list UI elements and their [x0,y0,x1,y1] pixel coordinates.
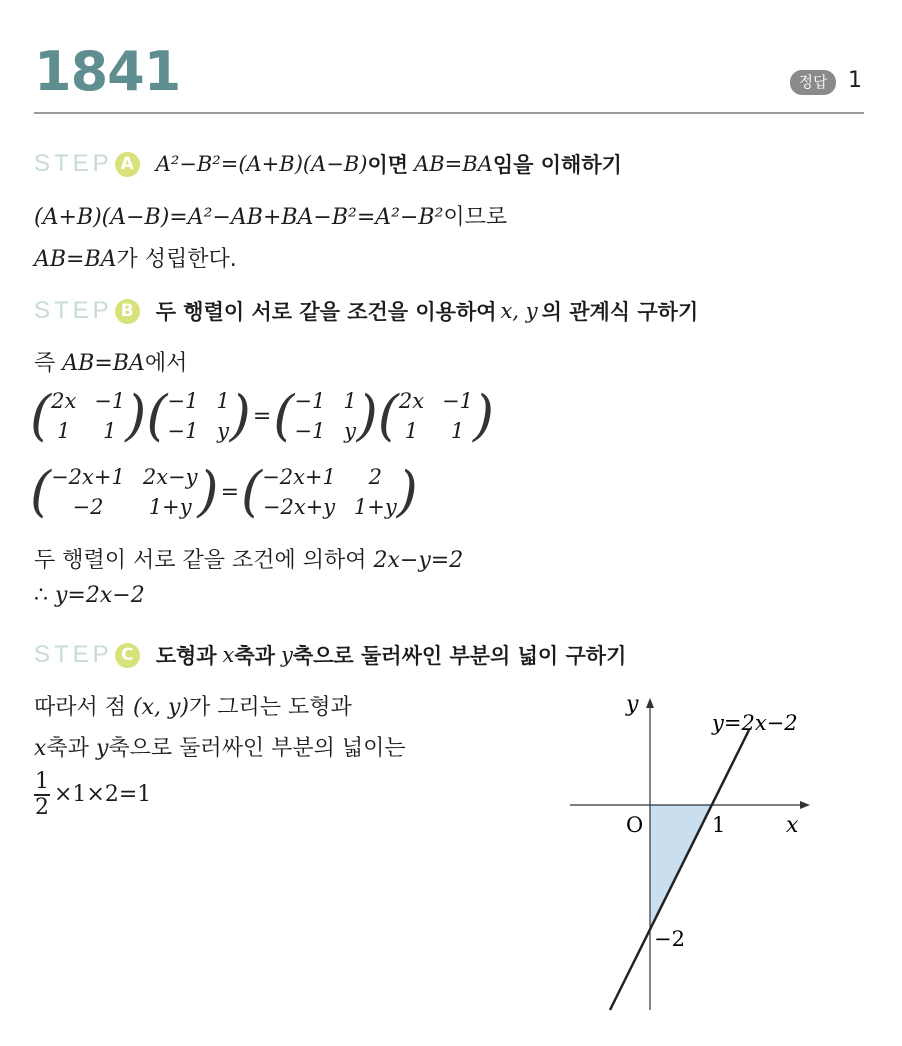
step-b-result-line [34,583,145,608]
graph [560,680,860,1020]
step-b-title-text-1: 두 행렬이 서로 같을 조건을 이용하여 [155,300,497,324]
matrix-entry: 1 [103,419,117,443]
matrix-equation-2: ( −2x+1 2x−y −2 1+y ) = ( −2x+1 2 −2x+y 1+y ) [30,460,418,523]
therefore-symbol: ∴ [34,583,48,608]
step-a-title-math-2: AB=BA [414,152,493,176]
step-c-title-math-1: x [222,643,235,667]
matrix-entry: −2x+1 [262,465,336,489]
step-c-line-2-text-1: 축과 [46,736,89,761]
step-a-title-text-2: 임을 이해하기 [492,153,622,177]
step-c-line-1-text-2: 가 그리는 도형과 [189,695,352,720]
matrix-entry: −1 [167,419,199,443]
matrix-entry: −1 [167,389,199,413]
x-axis-label: x [786,813,799,838]
step-a-title-math: A²−B²=(A+B)(A−B) [155,152,368,176]
matrix-entry: −1 [294,389,326,413]
matrix-equation-1: ( 2x −1 1 1 )( −1 1 −1 y ) = ( −1 1 −1 y )( 2x −1 1 1 ) [30,384,495,447]
y-axis-arrow-icon [646,698,654,708]
matrix-entry: 2x [51,389,77,413]
matrix-entry: 1 [450,419,465,443]
step-c-area-line [34,770,151,820]
header-divider [34,112,864,114]
step-b-line-1-text-2: 에서 [144,351,188,376]
matrix-4 [399,388,473,444]
step-b-line-1-math: AB=BA [62,351,145,376]
matrix-entry: y [344,419,356,443]
matrix-entry: 1 [404,419,419,443]
matrix-entry: −1 [442,389,474,413]
answer-value: 1 [848,68,862,93]
x-axis-arrow-icon [800,801,810,809]
matrix-entry: 2x [398,389,425,413]
area-expression: ×1×2=1 [54,782,152,808]
matrix-entry: −2 [72,495,104,519]
matrix-entry: 1 [216,389,230,413]
step-b-line-1 [34,346,187,377]
matrix-5 [51,464,197,520]
matrix-2 [167,388,229,444]
step-c-word: STEP [34,641,113,668]
matrix-entry: −2x+y [262,495,336,519]
step-b-title-math: x, y [500,299,538,323]
answer-badge: 정답 [790,70,836,95]
x-intercept-label: 1 [712,813,726,837]
matrix-entry: 2x−y [142,465,198,489]
step-a-word: STEP [34,150,113,177]
equals-sign: = [220,479,240,505]
step-c-badge: C [115,643,140,668]
step-b-word: STEP [34,297,113,324]
matrix-entry: 2 [368,465,382,489]
y-axis-label: y [626,692,639,717]
matrix-entry: 1+y [353,495,397,519]
step-a-line-2-text: 가 성립한다. [116,247,237,272]
step-a-line-2 [34,242,237,273]
step-a-title-text-1: 이면 [367,153,409,177]
step-c-line-1 [34,690,352,721]
line-y-2x-minus-2 [610,730,749,1010]
matrix-entry: y [217,419,229,443]
equals-sign: = [252,403,272,429]
step-a-line-1-math: (A+B)(A−B)=A²−AB+BA−B²=A²−B² [34,205,444,230]
y-intercept-label: −2 [654,927,685,951]
step-a-badge: A [115,152,140,177]
step-c-line-2-text-2: 축으로 둘러싸인 부분의 넓이는 [108,736,406,761]
step-c-title-text-1: 도형과 [155,644,217,668]
step-c-title-text-3: 축으로 둘러싸인 부분의 넓이 구하기 [292,644,627,668]
step-b-badge: B [115,299,140,324]
step-a-heading [34,149,622,179]
fraction-denominator: 2 [35,794,49,820]
step-c-line-1-math: (x, y) [133,695,190,720]
step-a-line-1-text: 이므로 [443,205,508,230]
matrix-entry: 1 [57,419,71,443]
step-b-heading [34,296,698,326]
matrix-entry: 1+y [148,495,192,519]
problem-number: 1841 [34,40,181,103]
fraction-one-half [34,770,50,820]
matrix-entry: −1 [294,419,326,443]
step-c-line-2-math-1: x [34,736,47,761]
step-c-heading [34,640,626,670]
step-c-title-math-2: y [280,643,293,667]
matrix-entry: 1 [343,389,357,413]
fraction-numerator: 1 [35,769,49,794]
matrix-entry: −2x+1 [51,465,125,489]
step-b-line-1-text-1: 즉 [34,351,56,376]
step-a-line-2-math: AB=BA [34,247,117,272]
step-b-condition-text: 두 행렬이 서로 같을 조건에 의하여 [34,548,367,573]
step-c-title-text-2: 축과 [234,644,275,668]
step-b-result: y=2x−2 [55,583,145,608]
step-c-line-2-math-2: y [95,736,109,761]
matrix-6 [262,464,397,520]
step-b-title-text-2: 의 관계식 구하기 [541,300,699,324]
matrix-entry: −1 [94,389,126,413]
line-equation-label: y=2x−2 [712,711,798,735]
step-a-line-1 [34,200,507,231]
origin-label: O [626,813,644,837]
matrix-3 [294,388,356,444]
step-b-condition-line [34,543,463,574]
step-c-line-1-text-1: 따라서 점 [34,695,127,720]
step-b-condition-math: 2x−y=2 [373,548,464,573]
matrix-1 [51,388,125,444]
step-c-line-2 [34,731,406,762]
